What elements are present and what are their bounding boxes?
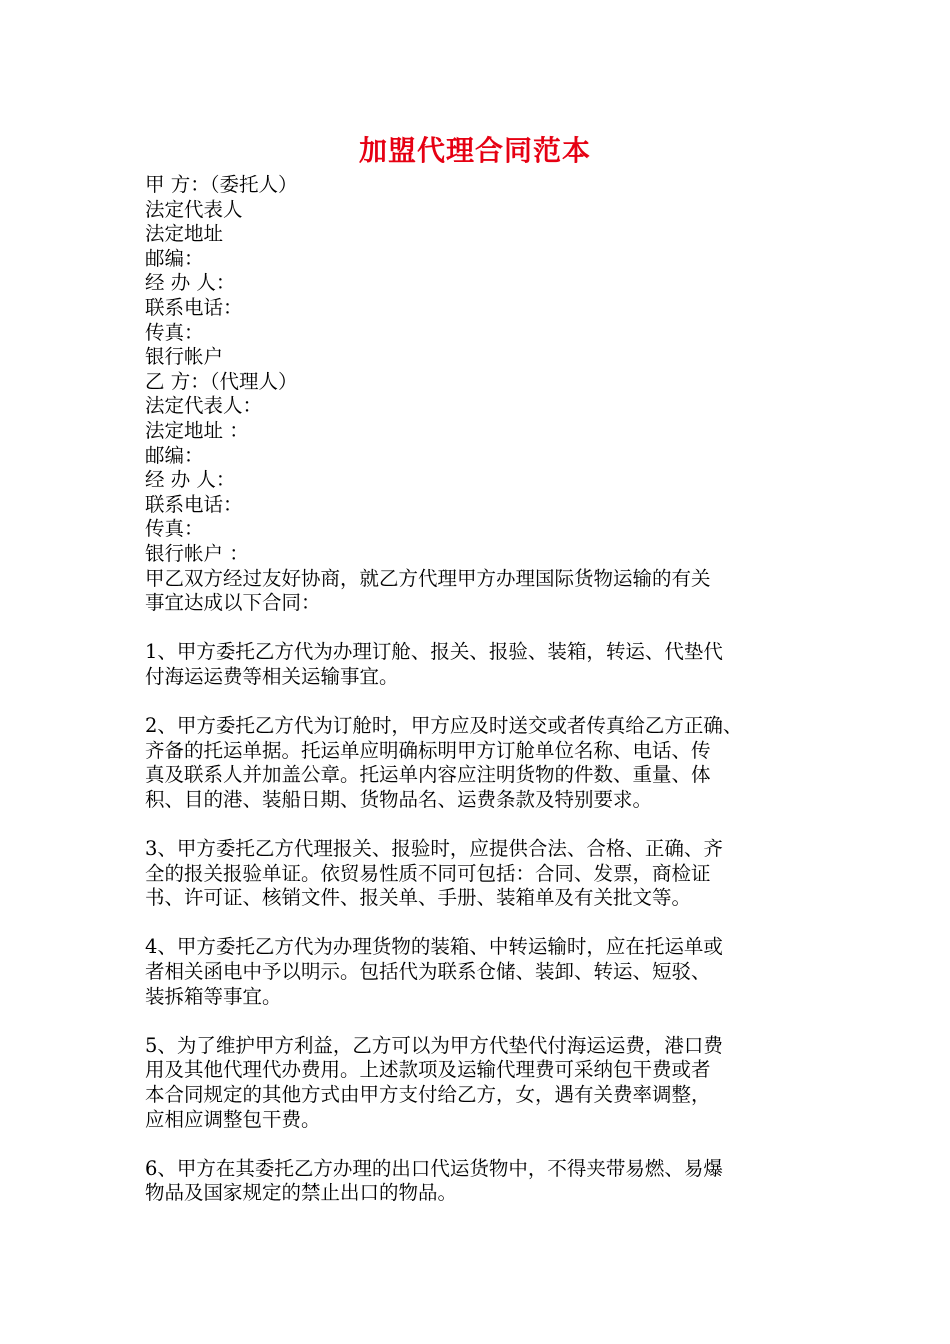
party-a-address: 法定地址 [145, 222, 224, 246]
clause-3 [145, 837, 810, 911]
party-a-postcode: 邮编： [145, 246, 204, 270]
clause-line: 装拆箱等事宜。 [145, 984, 282, 1008]
clause-line: 书、许可证、核销文件、报关单、手册、装箱单及有关批文等。 [145, 886, 692, 910]
clause-line: 本合同规定的其他方式由甲方支付给乙方，女，遇有关费率调整， [145, 1082, 711, 1106]
clause-line: 真及联系人并加盖公章。托运单内容应注明货物的件数、重量、体 [145, 763, 711, 787]
clause-line: 6、甲方在其委托乙方办理的出口代运货物中，不得夹带易燃、易爆 [145, 1156, 723, 1180]
clause-5 [145, 1034, 810, 1132]
intro-line: 甲乙双方经过友好协商，就乙方代理甲方办理国际货物运输的有关 [145, 566, 711, 590]
party-b-postcode: 邮编： [145, 443, 204, 467]
clause-6 [145, 1157, 810, 1206]
clause-line: 齐备的托运单据。托运单应明确标明甲方订舱单位名称、电话、传 [145, 738, 711, 762]
clause-4 [145, 935, 810, 1009]
clause-line: 物品及国家规定的禁止出口的物品。 [145, 1181, 458, 1205]
clause-line: 应相应调整包干费。 [145, 1107, 321, 1131]
party-b-handler: 经 办 人： [145, 468, 236, 492]
clause-2 [145, 714, 810, 812]
party-a-label: 甲 方：（委托人） [145, 173, 298, 196]
party-a-bank-account: 银行帐户 [145, 345, 224, 369]
party-a-legal-rep: 法定代表人 [145, 197, 243, 221]
party-a-fax: 传真： [145, 320, 204, 344]
clause-line: 4、甲方委托乙方代为办理货物的装箱、中转运输时，应在托运单或 [145, 935, 723, 959]
document-body [145, 173, 810, 1206]
clause-line: 2、甲方委托乙方代为订舱时，甲方应及时送交或者传真给乙方正确、 [145, 714, 743, 738]
party-a-handler: 经 办 人： [145, 271, 236, 295]
document-title: 加盟代理合同范本 [358, 134, 591, 167]
party-b-bank-account: 银行帐户 ： [145, 541, 249, 565]
party-b-phone: 联系电话： [145, 492, 243, 516]
party-b-label: 乙 方：（代理人） [145, 369, 298, 393]
intro-line: 事宜达成以下合同： [145, 591, 321, 615]
clause-1 [145, 640, 810, 689]
clause-line: 积、目的港、装船日期、货物品名、运费条款及特别要求。 [145, 787, 653, 811]
clause-line: 5、为了维护甲方利益，乙方可以为甲方代垫代付海运运费，港口费 [145, 1033, 723, 1057]
clause-line: 者相关函电中予以明示。包括代为联系仓储、装卸、转运、短驳、 [145, 960, 711, 983]
party-a-phone: 联系电话： [145, 295, 243, 319]
clause-line: 3、甲方委托乙方代理报关、报验时，应提供合法、合格、正确、齐 [145, 837, 723, 861]
party-b-address: 法定地址 ： [145, 418, 249, 442]
clause-line: 1、甲方委托乙方代为办理订舱、报关、报验、装箱，转运、代垫代 [145, 640, 723, 664]
clause-line: 付海运运费等相关运输事宜。 [145, 664, 399, 688]
clause-line: 用及其他代理代办费用。上述款项及运输代理费可采纳包干费或者 [145, 1058, 711, 1082]
party-b-fax: 传真： [145, 517, 204, 541]
clause-line: 全的报关报验单证。依贸易性质不同可包括：合同、发票，商检证 [145, 861, 711, 885]
party-b-legal-rep: 法定代表人： [145, 394, 263, 418]
